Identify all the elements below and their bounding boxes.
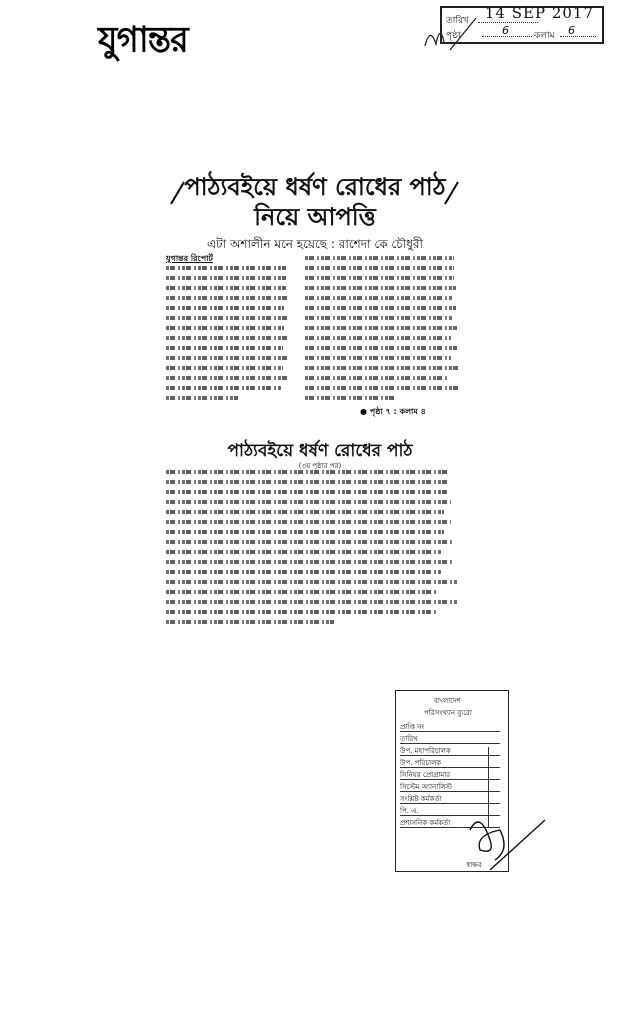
column-value: 6 <box>568 24 575 37</box>
stamp-row-label: প্রশাসনিক কর্মকর্তা <box>400 819 451 827</box>
text-line <box>305 276 454 280</box>
text-line <box>166 276 286 280</box>
text-line <box>166 490 448 494</box>
text-line <box>305 396 394 400</box>
text-line <box>305 296 452 300</box>
text-line <box>166 550 441 554</box>
article-headline: পাঠ্যবইয়ে ধর্ষণ রোধের পাঠ নিয়ে আপত্তি <box>184 173 446 231</box>
text-line <box>166 570 441 574</box>
stamp-row-label: সিস্টেম অ্যানালিস্ট <box>400 783 452 791</box>
text-line <box>166 386 282 390</box>
text-line <box>166 306 284 310</box>
text-line <box>166 336 288 340</box>
text-line <box>166 600 457 604</box>
text-line <box>305 286 456 290</box>
text-line <box>305 266 454 270</box>
text-line <box>305 336 451 340</box>
stamp-row-label: পি. এ. <box>400 807 419 815</box>
signature-scribble-icon <box>420 16 480 52</box>
text-line <box>166 266 286 270</box>
text-line <box>166 356 288 360</box>
stamp-row-label: প্রাপ্তি নং <box>400 723 425 731</box>
text-line <box>305 356 451 360</box>
newspaper-masthead: যুগান্তর <box>98 18 188 61</box>
article-subheadline: এটা অশালীন মনে হয়েছে : রাশেদা কে চৌধুরী <box>207 237 423 251</box>
text-line <box>166 346 283 350</box>
text-line <box>166 580 457 584</box>
text-line <box>166 500 451 504</box>
text-line <box>305 346 457 350</box>
article-byline: যুগান্তর রিপোর্ট <box>166 254 213 263</box>
stamp-row-label: উপ. পরিচালক <box>400 759 442 767</box>
text-line <box>305 376 449 380</box>
text-line <box>305 256 454 260</box>
text-line <box>305 386 459 390</box>
text-line <box>166 590 438 594</box>
continuation-headline: পাঠ্যবইয়ে ধর্ষণ রোধের পাঠ <box>227 441 413 461</box>
page-value: 6 <box>502 24 509 37</box>
text-line <box>166 470 448 474</box>
text-line <box>166 376 290 380</box>
text-line <box>305 306 456 310</box>
text-line <box>166 560 454 564</box>
text-line <box>166 530 444 534</box>
text-line <box>166 610 438 614</box>
text-line <box>166 316 287 320</box>
page-label: পৃষ্ঠা <box>446 31 461 41</box>
article-column-1 <box>166 266 296 406</box>
continuation-body <box>166 470 472 630</box>
text-line <box>166 510 444 514</box>
text-line <box>166 366 283 370</box>
text-line <box>166 286 286 290</box>
text-line <box>166 540 454 544</box>
text-line <box>166 396 238 400</box>
date-label: তারিখ <box>446 16 469 26</box>
stamp-row-label: সংশ্লিষ্ট কর্মকর্তা <box>400 795 442 803</box>
continuation-from-note: (৩য় পৃষ্ঠার পর) <box>298 462 342 470</box>
text-line <box>166 620 334 624</box>
stamp-row-label: উপ. মহাপরিচালক <box>400 747 451 755</box>
continued-note: ● পৃষ্ঠা ৭ : কলাম ৪ <box>360 407 426 416</box>
text-line <box>166 326 284 330</box>
stamp-title: বাংলাদেশ <box>434 697 461 705</box>
text-line <box>166 520 451 524</box>
stamp-footer: স্বাক্ষর <box>466 861 482 869</box>
column-label: কলাম <box>534 31 555 41</box>
text-line <box>166 480 448 484</box>
text-line <box>305 316 452 320</box>
text-line <box>305 366 459 370</box>
signature-icon <box>450 800 550 880</box>
text-line <box>166 296 287 300</box>
stamp-row-label: সিনিয়র প্রোগ্রামার <box>400 771 451 779</box>
text-line <box>305 326 457 330</box>
article-column-2 <box>305 256 467 406</box>
stamp-subtitle: পরিসংখ্যান ব্যুরো <box>424 709 472 717</box>
stamp-row-label: তারিখ <box>400 735 418 743</box>
date-value: 14 SEP 2017 <box>484 4 594 22</box>
